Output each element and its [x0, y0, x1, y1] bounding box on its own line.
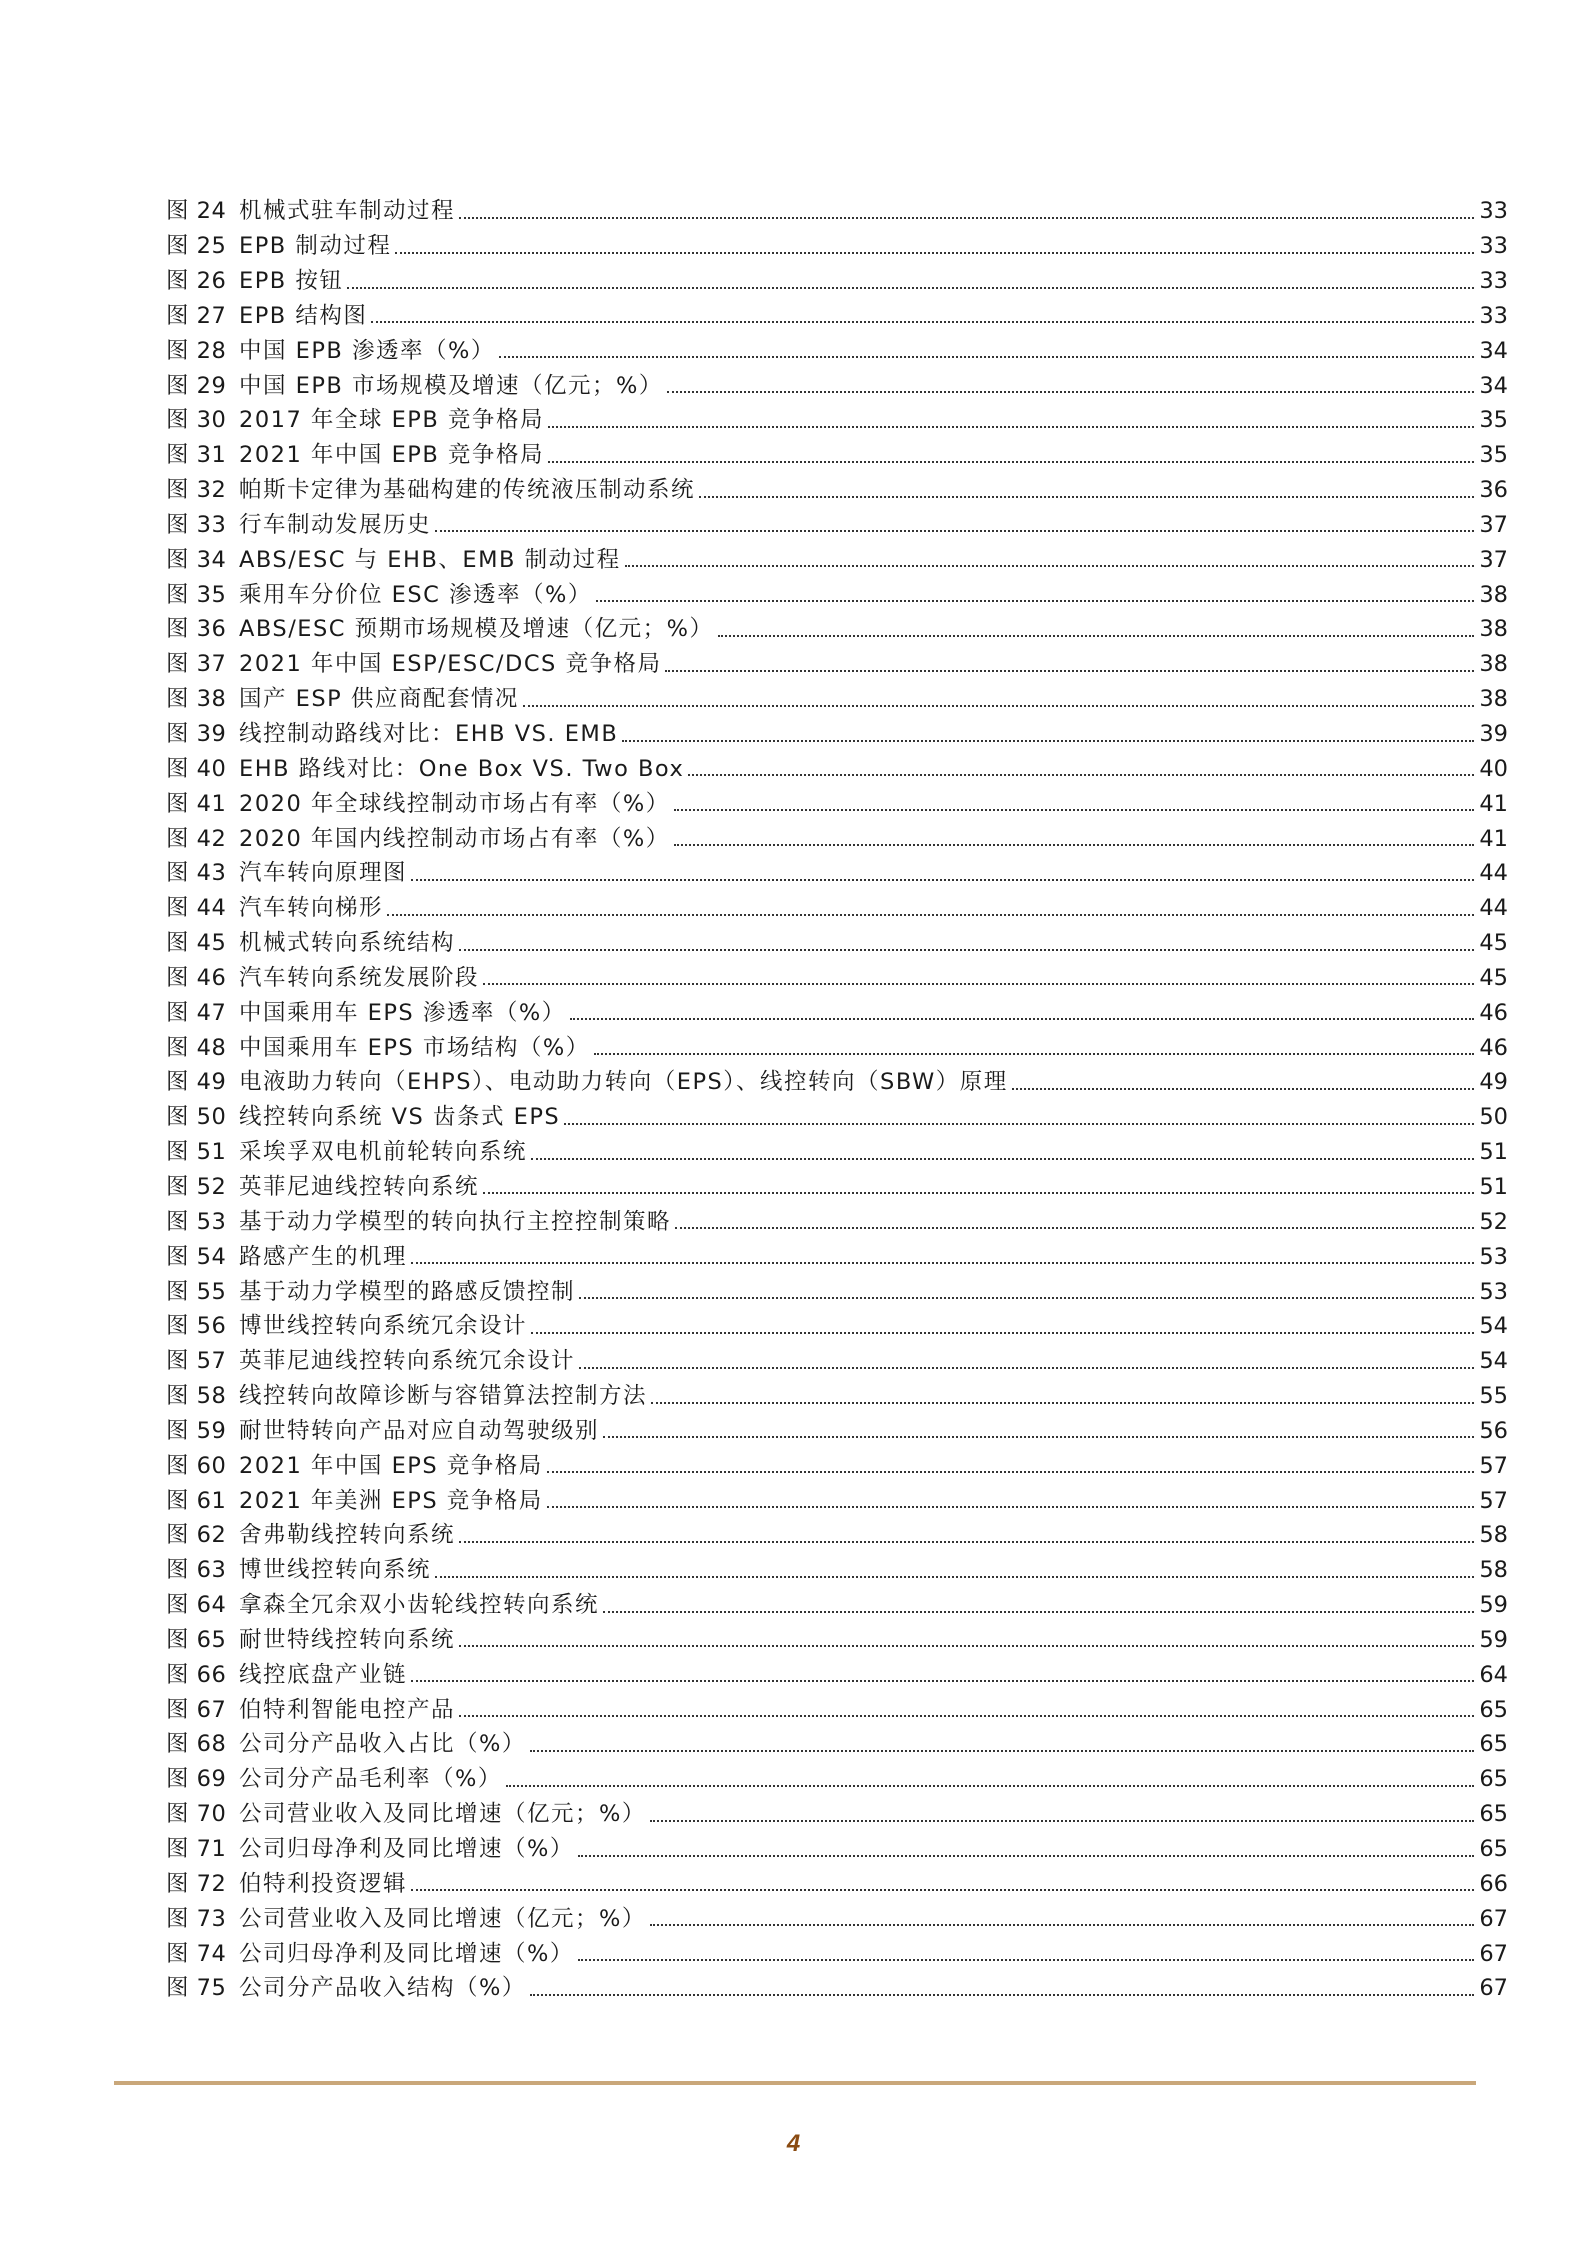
figure-title: 汽车转向系统发展阶段 [239, 964, 480, 991]
figure-title: 2021 年中国 EPB 竞争格局 [239, 442, 544, 469]
figure-page-number: 33 [1479, 233, 1508, 260]
figure-number: 图 33 [166, 511, 227, 538]
toc-entry[interactable] [166, 432, 1508, 467]
figure-title: 乘用车分价位 ESC 渗透率（%） [239, 581, 592, 608]
toc-entry[interactable] [166, 920, 1508, 955]
figure-page-number: 45 [1479, 930, 1508, 957]
figure-page-number: 46 [1479, 1034, 1508, 1061]
toc-entry[interactable] [166, 1442, 1508, 1477]
toc-entry[interactable] [166, 1582, 1508, 1617]
figure-title: 伯特利智能电控产品 [239, 1696, 456, 1723]
dot-leader [499, 356, 1474, 358]
figure-title: 2021 年美洲 EPS 竞争格局 [239, 1487, 543, 1514]
figure-title: 2021 年中国 EPS 竞争格局 [239, 1452, 543, 1479]
figure-page-number: 33 [1479, 268, 1508, 295]
toc-entry[interactable] [166, 258, 1508, 293]
figure-page-number: 35 [1479, 442, 1508, 469]
figure-title: ABS/ESC 预期市场规模及增速（亿元；%） [239, 616, 714, 643]
figure-list [166, 188, 1508, 2000]
toc-entry[interactable] [166, 1094, 1508, 1129]
figure-number: 图 54 [166, 1243, 227, 1270]
toc-entry[interactable] [166, 1129, 1508, 1164]
toc-entry[interactable] [166, 1338, 1508, 1373]
figure-title: 2021 年中国 ESP/ESC/DCS 竞争格局 [239, 651, 662, 678]
dot-leader [459, 949, 1474, 951]
figure-number: 图 73 [166, 1905, 227, 1932]
figure-title: EHB 路线对比：One Box VS. Two Box [239, 755, 685, 782]
figure-page-number: 38 [1479, 651, 1508, 678]
figure-title: EPB 结构图 [239, 302, 368, 329]
figure-number: 图 44 [166, 895, 227, 922]
figure-number: 图 45 [166, 930, 227, 957]
toc-entry[interactable] [166, 1268, 1508, 1303]
figure-number: 图 56 [166, 1313, 227, 1340]
toc-entry[interactable] [166, 1024, 1508, 1059]
figure-number: 图 50 [166, 1104, 227, 1131]
toc-entry[interactable] [166, 815, 1508, 850]
figure-number: 图 41 [166, 790, 227, 817]
dot-leader [625, 565, 1474, 567]
figure-title: EPB 制动过程 [239, 233, 392, 260]
figure-title: 公司归母净利及同比增速（%） [239, 1836, 574, 1862]
figure-number: 图 37 [166, 651, 227, 678]
dot-leader [411, 1262, 1474, 1264]
figure-page-number: 44 [1479, 860, 1508, 887]
figure-number: 图 36 [166, 616, 227, 643]
dot-leader [506, 1785, 1474, 1787]
dot-leader [411, 1680, 1474, 1682]
figure-title: 公司营业收入及同比增速（亿元；%） [239, 1801, 646, 1828]
toc-entry[interactable] [166, 1059, 1508, 1094]
figure-page-number: 57 [1479, 1487, 1508, 1514]
toc-entry[interactable] [166, 1233, 1508, 1268]
figure-title: 机械式转向系统结构 [239, 930, 456, 957]
toc-entry[interactable] [166, 1826, 1508, 1861]
figure-number: 图 27 [166, 302, 227, 329]
toc-entry[interactable] [166, 1617, 1508, 1652]
toc-entry[interactable] [166, 1965, 1508, 2000]
figure-number: 图 30 [166, 407, 227, 434]
dot-leader [699, 496, 1474, 498]
figure-number: 图 55 [166, 1278, 227, 1305]
toc-entry[interactable] [166, 641, 1508, 676]
figure-title: 基于动力学模型的转向执行主控控制策略 [239, 1208, 672, 1235]
figure-number: 图 71 [166, 1836, 227, 1862]
figure-title: 2020 年全球线控制动市场占有率（%） [239, 790, 670, 817]
figure-title: 舍弗勒线控转向系统 [239, 1522, 456, 1549]
toc-entry[interactable] [166, 397, 1508, 432]
figure-number: 图 42 [166, 825, 227, 852]
toc-entry[interactable] [166, 850, 1508, 885]
toc-entry[interactable] [166, 746, 1508, 781]
figure-page-number: 45 [1479, 964, 1508, 991]
figure-title: 公司分产品毛利率（%） [239, 1766, 502, 1793]
dot-leader [459, 1541, 1474, 1543]
figure-page-number: 67 [1479, 1905, 1508, 1932]
figure-title: 线控底盘产业链 [239, 1661, 408, 1688]
figure-page-number: 41 [1479, 790, 1508, 817]
figure-page-number: 37 [1479, 511, 1508, 538]
figure-page-number: 46 [1479, 999, 1508, 1026]
figure-page-number: 64 [1479, 1661, 1508, 1688]
dot-leader [531, 1158, 1474, 1160]
figure-page-number: 33 [1479, 302, 1508, 329]
toc-entry[interactable] [166, 780, 1508, 815]
figure-page-number: 56 [1479, 1417, 1508, 1444]
figure-title: 公司营业收入及同比增速（亿元；%） [239, 1905, 646, 1932]
dot-leader [650, 1924, 1474, 1926]
page-number: 4 [786, 2130, 801, 2157]
figure-title: 行车制动发展历史 [239, 511, 432, 538]
toc-entry[interactable] [166, 1651, 1508, 1686]
figure-title: 2020 年国内线控制动市场占有率（%） [239, 825, 670, 852]
figure-number: 图 35 [166, 581, 227, 608]
figure-title: 国产 ESP 供应商配套情况 [239, 686, 519, 713]
toc-entry[interactable] [166, 1512, 1508, 1547]
toc-entry[interactable] [166, 606, 1508, 641]
figure-number: 图 43 [166, 860, 227, 887]
dot-leader [674, 844, 1474, 846]
figure-title: 伯特利投资逻辑 [239, 1870, 408, 1897]
figure-number: 图 29 [166, 372, 227, 399]
figure-number: 图 49 [166, 1069, 227, 1096]
figure-number: 图 59 [166, 1417, 227, 1444]
dot-leader [411, 1889, 1474, 1891]
toc-entry[interactable] [166, 1373, 1508, 1408]
dot-leader [564, 1123, 1474, 1125]
toc-entry[interactable] [166, 676, 1508, 711]
toc-entry[interactable] [166, 1303, 1508, 1338]
figure-page-number: 33 [1479, 198, 1508, 225]
figure-title: 中国 EPB 市场规模及增速（亿元；%） [239, 372, 663, 399]
toc-entry[interactable] [166, 1861, 1508, 1896]
toc-entry[interactable] [166, 989, 1508, 1024]
dot-leader [459, 217, 1474, 219]
figure-page-number: 65 [1479, 1801, 1508, 1828]
figure-page-number: 40 [1479, 755, 1508, 782]
figure-number: 图 61 [166, 1487, 227, 1514]
figure-number: 图 32 [166, 477, 227, 504]
figure-title: 公司归母净利及同比增速（%） [239, 1940, 574, 1967]
figure-page-number: 53 [1479, 1243, 1508, 1270]
dot-leader [667, 391, 1474, 393]
figure-page-number: 38 [1479, 616, 1508, 643]
figure-title: 耐世特线控转向系统 [239, 1626, 456, 1653]
figure-page-number: 50 [1479, 1104, 1508, 1131]
dot-leader [594, 1053, 1474, 1055]
figure-title: 帕斯卡定律为基础构建的传统液压制动系统 [239, 477, 696, 504]
figure-number: 图 67 [166, 1696, 227, 1723]
figure-title: 机械式驻车制动过程 [239, 198, 456, 225]
figure-page-number: 53 [1479, 1278, 1508, 1305]
dot-leader [1012, 1088, 1474, 1090]
figure-page-number: 65 [1479, 1731, 1508, 1758]
figure-number: 图 63 [166, 1557, 227, 1584]
figure-page-number: 66 [1479, 1870, 1508, 1897]
dot-leader [650, 1820, 1474, 1822]
dot-leader [483, 1192, 1474, 1194]
dot-leader [531, 1332, 1474, 1334]
dot-leader [435, 530, 1474, 532]
toc-entry[interactable] [166, 293, 1508, 328]
figure-page-number: 65 [1479, 1766, 1508, 1793]
figure-number: 图 34 [166, 546, 227, 573]
toc-entry[interactable] [166, 1408, 1508, 1443]
figure-title: 博世线控转向系统 [239, 1557, 432, 1584]
dot-leader [579, 1297, 1474, 1299]
dot-leader [547, 1471, 1474, 1473]
figure-page-number: 52 [1479, 1208, 1508, 1235]
dot-leader [578, 1855, 1474, 1857]
toc-entry[interactable] [166, 1895, 1508, 1930]
figure-title: 中国乘用车 EPS 市场结构（%） [239, 1034, 590, 1061]
figure-page-number: 67 [1479, 1940, 1508, 1967]
figure-number: 图 57 [166, 1348, 227, 1375]
figure-number: 图 51 [166, 1139, 227, 1166]
dot-leader [596, 600, 1474, 602]
figure-page-number: 59 [1479, 1626, 1508, 1653]
footer-divider [114, 2081, 1476, 2085]
figure-page-number: 54 [1479, 1348, 1508, 1375]
toc-entry[interactable] [166, 362, 1508, 397]
figure-page-number: 49 [1479, 1069, 1508, 1096]
figure-page-number: 55 [1479, 1383, 1508, 1410]
figure-number: 图 38 [166, 686, 227, 713]
figure-page-number: 54 [1479, 1313, 1508, 1340]
figure-title: EPB 按钮 [239, 268, 344, 295]
dot-leader [371, 321, 1474, 323]
toc-entry[interactable] [166, 502, 1508, 537]
figure-number: 图 46 [166, 964, 227, 991]
dot-leader [578, 1959, 1474, 1961]
dot-leader [530, 1750, 1474, 1752]
figure-number: 图 62 [166, 1522, 227, 1549]
figure-page-number: 58 [1479, 1522, 1508, 1549]
toc-entry[interactable] [166, 711, 1508, 746]
figure-number: 图 48 [166, 1034, 227, 1061]
toc-entry[interactable] [166, 536, 1508, 571]
toc-entry[interactable] [166, 1477, 1508, 1512]
figure-page-number: 38 [1479, 581, 1508, 608]
dot-leader [459, 1715, 1474, 1717]
dot-leader [674, 809, 1474, 811]
figure-title: 英菲尼迪线控转向系统 [239, 1173, 480, 1200]
figure-page-number: 44 [1479, 895, 1508, 922]
figure-number: 图 39 [166, 721, 227, 747]
toc-entry[interactable] [166, 1791, 1508, 1826]
dot-leader [483, 983, 1474, 985]
figure-page-number: 35 [1479, 407, 1508, 434]
dot-leader [530, 1994, 1474, 1996]
figure-page-number: 34 [1479, 337, 1508, 364]
toc-entry[interactable] [166, 1930, 1508, 1965]
figure-number: 图 60 [166, 1452, 227, 1479]
figure-number: 图 31 [166, 442, 227, 469]
figure-page-number: 58 [1479, 1557, 1508, 1584]
figure-title: 线控转向系统 VS 齿条式 EPS [239, 1104, 561, 1131]
figure-page-number: 67 [1479, 1975, 1508, 2002]
dot-leader [459, 1645, 1474, 1647]
figure-title: 耐世特转向产品对应自动驾驶级别 [239, 1417, 600, 1444]
figure-title: 中国乘用车 EPS 渗透率（%） [239, 999, 566, 1026]
figure-number: 图 28 [166, 337, 227, 364]
figure-number: 图 25 [166, 233, 227, 260]
dot-leader [347, 287, 1474, 289]
toc-entry[interactable] [166, 1721, 1508, 1756]
figure-number: 图 53 [166, 1208, 227, 1235]
figure-page-number: 57 [1479, 1452, 1508, 1479]
dot-leader [387, 914, 1474, 916]
figure-number: 图 70 [166, 1801, 227, 1828]
figure-number: 图 69 [166, 1766, 227, 1793]
figure-number: 图 65 [166, 1626, 227, 1653]
toc-entry[interactable] [166, 1164, 1508, 1199]
figure-title: 博世线控转向系统冗余设计 [239, 1313, 528, 1340]
figure-page-number: 39 [1479, 721, 1508, 747]
toc-entry[interactable] [166, 1686, 1508, 1721]
toc-entry[interactable] [166, 467, 1508, 502]
figure-number: 图 66 [166, 1661, 227, 1688]
figure-page-number: 36 [1479, 477, 1508, 504]
toc-entry[interactable] [166, 885, 1508, 920]
figure-number: 图 40 [166, 755, 227, 782]
dot-leader [651, 1402, 1474, 1404]
dot-leader [548, 426, 1474, 428]
figure-title: 线控转向故障诊断与容错算法控制方法 [239, 1383, 648, 1410]
toc-entry[interactable] [166, 1198, 1508, 1233]
figure-number: 图 75 [166, 1975, 227, 2002]
figure-page-number: 38 [1479, 686, 1508, 713]
figure-page-number: 65 [1479, 1696, 1508, 1723]
figure-title: 基于动力学模型的路感反馈控制 [239, 1278, 576, 1305]
figure-title: 公司分产品收入结构（%） [239, 1975, 526, 2002]
figure-title: 线控制动路线对比：EHB VS. EMB [239, 721, 619, 747]
figure-number: 图 26 [166, 268, 227, 295]
figure-title: 公司分产品收入占比（%） [239, 1731, 526, 1758]
dot-leader [665, 670, 1474, 672]
toc-entry[interactable] [166, 327, 1508, 362]
toc-entry[interactable] [166, 223, 1508, 258]
figure-title: 电液助力转向（EHPS）、电动助力转向（EPS）、线控转向（SBW）原理 [239, 1069, 1008, 1096]
toc-entry[interactable] [166, 1756, 1508, 1791]
figure-number: 图 72 [166, 1870, 227, 1897]
dot-leader [570, 1018, 1474, 1020]
dot-leader [688, 774, 1474, 776]
figure-number: 图 52 [166, 1173, 227, 1200]
figure-page-number: 59 [1479, 1592, 1508, 1619]
figure-page-number: 37 [1479, 546, 1508, 573]
figure-number: 图 47 [166, 999, 227, 1026]
figure-title: 2017 年全球 EPB 竞争格局 [239, 407, 544, 434]
figure-number: 图 24 [166, 198, 227, 225]
figure-number: 图 74 [166, 1940, 227, 1967]
figure-title: 英菲尼迪线控转向系统冗余设计 [239, 1348, 576, 1375]
dot-leader [579, 1367, 1474, 1369]
toc-entry[interactable] [166, 1547, 1508, 1582]
dot-leader [603, 1611, 1474, 1613]
dot-leader [718, 635, 1474, 637]
figure-title: 路感产生的机理 [239, 1243, 408, 1270]
dot-leader [411, 879, 1474, 881]
figure-page-number: 41 [1479, 825, 1508, 852]
toc-entry[interactable] [166, 571, 1508, 606]
toc-entry[interactable] [166, 955, 1508, 990]
figure-title: 采埃孚双电机前轮转向系统 [239, 1139, 528, 1166]
dot-leader [675, 1227, 1474, 1229]
toc-entry[interactable] [166, 188, 1508, 223]
figure-number: 图 68 [166, 1731, 227, 1758]
figure-title: 中国 EPB 渗透率（%） [239, 337, 495, 364]
figure-title: 汽车转向梯形 [239, 895, 384, 922]
dot-leader [603, 1436, 1474, 1438]
figure-page-number: 51 [1479, 1173, 1508, 1200]
dot-leader [547, 1506, 1474, 1508]
figure-title: ABS/ESC 与 EHB、EMB 制动过程 [239, 546, 621, 573]
dot-leader [523, 705, 1474, 707]
figure-title: 汽车转向原理图 [239, 860, 408, 887]
figure-page-number: 51 [1479, 1139, 1508, 1166]
figure-title: 拿森全冗余双小齿轮线控转向系统 [239, 1592, 600, 1619]
figure-page-number: 65 [1479, 1836, 1508, 1862]
figure-number: 图 58 [166, 1383, 227, 1410]
dot-leader [622, 740, 1474, 742]
dot-leader [435, 1576, 1474, 1578]
figure-page-number: 34 [1479, 372, 1508, 399]
figure-number: 图 64 [166, 1592, 227, 1619]
dot-leader [395, 252, 1474, 254]
dot-leader [548, 461, 1474, 463]
